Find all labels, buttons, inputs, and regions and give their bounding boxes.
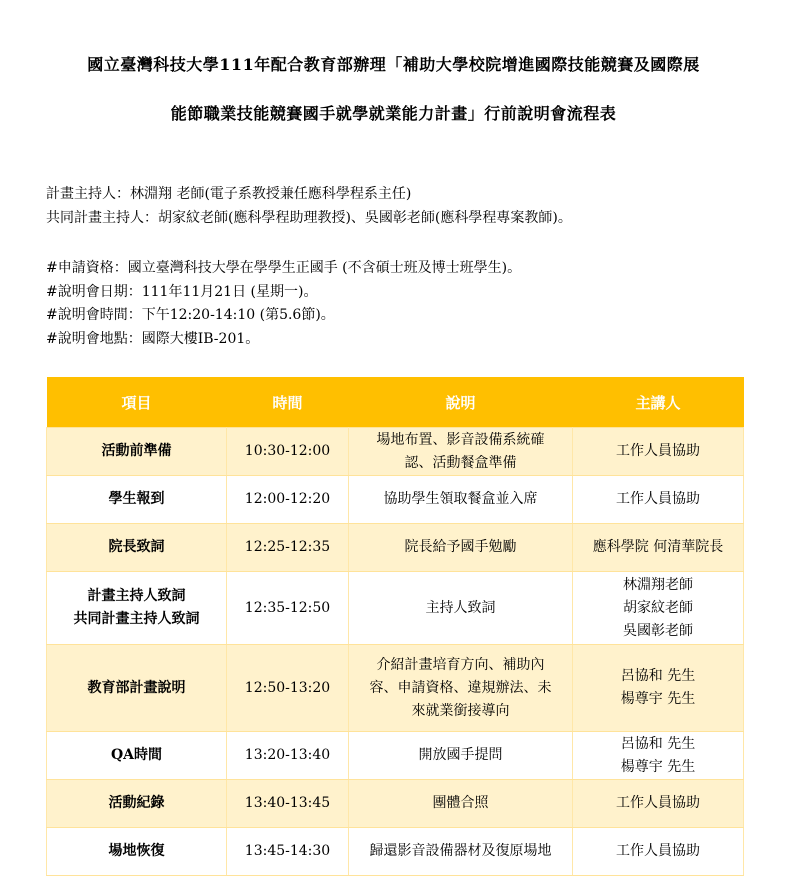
cell-speaker-line: 呂協和 先生 <box>620 735 696 752</box>
cell-speaker-line: 林淵翔老師 <box>623 576 693 593</box>
meeting-date: #說明會日期：111年11月21日 (星期一)。 <box>46 283 318 300</box>
principal-investigator: 計畫主持人：林淵翔 老師(電子系教授兼任應科學程系主任) <box>46 186 412 202</box>
cell-time: 12:35-12:50 <box>227 572 349 645</box>
cell-description-line: 介紹計畫培育方向、補助內 <box>376 656 545 673</box>
cell-speaker <box>573 428 744 476</box>
table-row <box>47 645 744 732</box>
cell-description <box>349 828 573 876</box>
cell-time: 12:50-13:20 <box>227 645 349 732</box>
header-time: 時間 <box>227 377 349 428</box>
cell-item <box>47 828 227 876</box>
cell-description <box>349 780 573 828</box>
cell-speaker <box>573 524 744 572</box>
cell-description <box>349 476 573 524</box>
cell-speaker-line: 楊尊宇 先生 <box>620 758 696 775</box>
cell-item-line: 計畫主持人致詞 <box>87 588 186 604</box>
cell-speaker <box>573 572 744 645</box>
cell-item <box>47 780 227 828</box>
cell-speaker-line: 楊尊宇 先生 <box>620 691 696 707</box>
cell-item-line: 教育部計畫說明 <box>87 679 186 696</box>
schedule-table <box>46 377 744 876</box>
cell-speaker <box>573 645 744 732</box>
cell-description-line: 協助學生領取餐盒並入席 <box>383 491 538 507</box>
cell-speaker-line: 工作人員協助 <box>616 491 700 507</box>
table-row <box>47 780 744 828</box>
table-row <box>47 732 744 780</box>
cell-description-line: 容、申請資格、違規辦法、未 <box>369 679 552 696</box>
document-title-line-1: 國立臺灣科技大學111年配合教育部辦理「補助大學校院增進國際技能競賽及國際展 <box>87 55 700 74</box>
header-speaker: 主講人 <box>573 377 744 428</box>
cell-speaker-line: 吳國彰老師 <box>623 622 693 639</box>
cell-speaker-line: 工作人員協助 <box>616 843 700 859</box>
eligibility: #申請資格：國立臺灣科技大學在學學生正國手 (不含碩士班及博士班學生)。 <box>46 260 522 276</box>
cell-item <box>47 572 227 645</box>
host-info <box>46 183 572 230</box>
cell-time: 12:00-12:20 <box>227 476 349 524</box>
cell-speaker-line: 工作人員協助 <box>616 443 700 459</box>
cell-description-line: 認、活動餐盒準備 <box>404 454 517 471</box>
cell-item-line: 活動紀錄 <box>108 795 165 811</box>
cell-item <box>47 645 227 732</box>
cell-item-line: 學生報到 <box>108 491 165 507</box>
cell-speaker-line: 工作人員協助 <box>616 795 700 811</box>
meeting-time: #說明會時間：下午12:20-14:10 (第5.6節)。 <box>46 307 335 324</box>
cell-description <box>349 645 573 732</box>
header-item: 項目 <box>47 377 227 428</box>
meeting-location: #說明會地點：國際大樓IB-201。 <box>46 330 260 347</box>
cell-description <box>349 732 573 780</box>
table-row <box>47 428 744 476</box>
cell-item-line: 場地恢復 <box>108 843 165 859</box>
cell-speaker <box>573 476 744 524</box>
header-description: 說明 <box>349 377 573 428</box>
cell-item <box>47 476 227 524</box>
cell-description-line: 團體合照 <box>432 795 489 811</box>
table-row <box>47 476 744 524</box>
cell-speaker-line: 胡家紋老師 <box>623 599 693 616</box>
cell-item-line: QA時間 <box>110 747 163 763</box>
table-header-row <box>47 377 744 428</box>
cell-item <box>47 732 227 780</box>
cell-description-line: 院長給予國手勉勵 <box>404 539 517 555</box>
cell-description-line: 主持人致詞 <box>425 599 496 616</box>
cell-description-line: 來就業銜接導向 <box>411 702 510 719</box>
cell-description-line: 場地布置、影音設備系統確 <box>376 431 545 448</box>
table-row <box>47 524 744 572</box>
cell-time: 12:25-12:35 <box>227 524 349 572</box>
cell-time: 13:20-13:40 <box>227 732 349 780</box>
cell-description-line: 歸還影音設備器材及復原場地 <box>369 843 552 859</box>
cell-description-line: 開放國手提問 <box>418 747 503 763</box>
cell-speaker <box>573 780 744 828</box>
cell-speaker <box>573 828 744 876</box>
cell-speaker-line: 呂協和 先生 <box>620 668 696 684</box>
cell-item <box>47 428 227 476</box>
cell-speaker-line: 應科學院 何清華院長 <box>592 539 724 555</box>
meeting-details <box>46 257 521 351</box>
cell-item-line: 院長致詞 <box>108 539 165 555</box>
cell-item <box>47 524 227 572</box>
cell-time: 13:45-14:30 <box>227 828 349 876</box>
table-row <box>47 572 744 645</box>
co-principal-investigators: 共同計畫主持人：胡家紋老師(應科學程助理教授)、吳國彰老師(應科學程專案教師)。 <box>46 209 572 226</box>
table-row <box>47 828 744 876</box>
cell-time: 10:30-12:00 <box>227 428 349 476</box>
cell-time: 13:40-13:45 <box>227 780 349 828</box>
cell-item-line: 活動前準備 <box>101 443 172 459</box>
document-title-line-2: 能節職業技能競賽國手就學就業能力計畫」行前說明會流程表 <box>170 104 617 123</box>
cell-description <box>349 524 573 572</box>
cell-item-line: 共同計畫主持人致詞 <box>73 611 200 627</box>
cell-description <box>349 572 573 645</box>
cell-description <box>349 428 573 476</box>
cell-speaker <box>573 732 744 780</box>
